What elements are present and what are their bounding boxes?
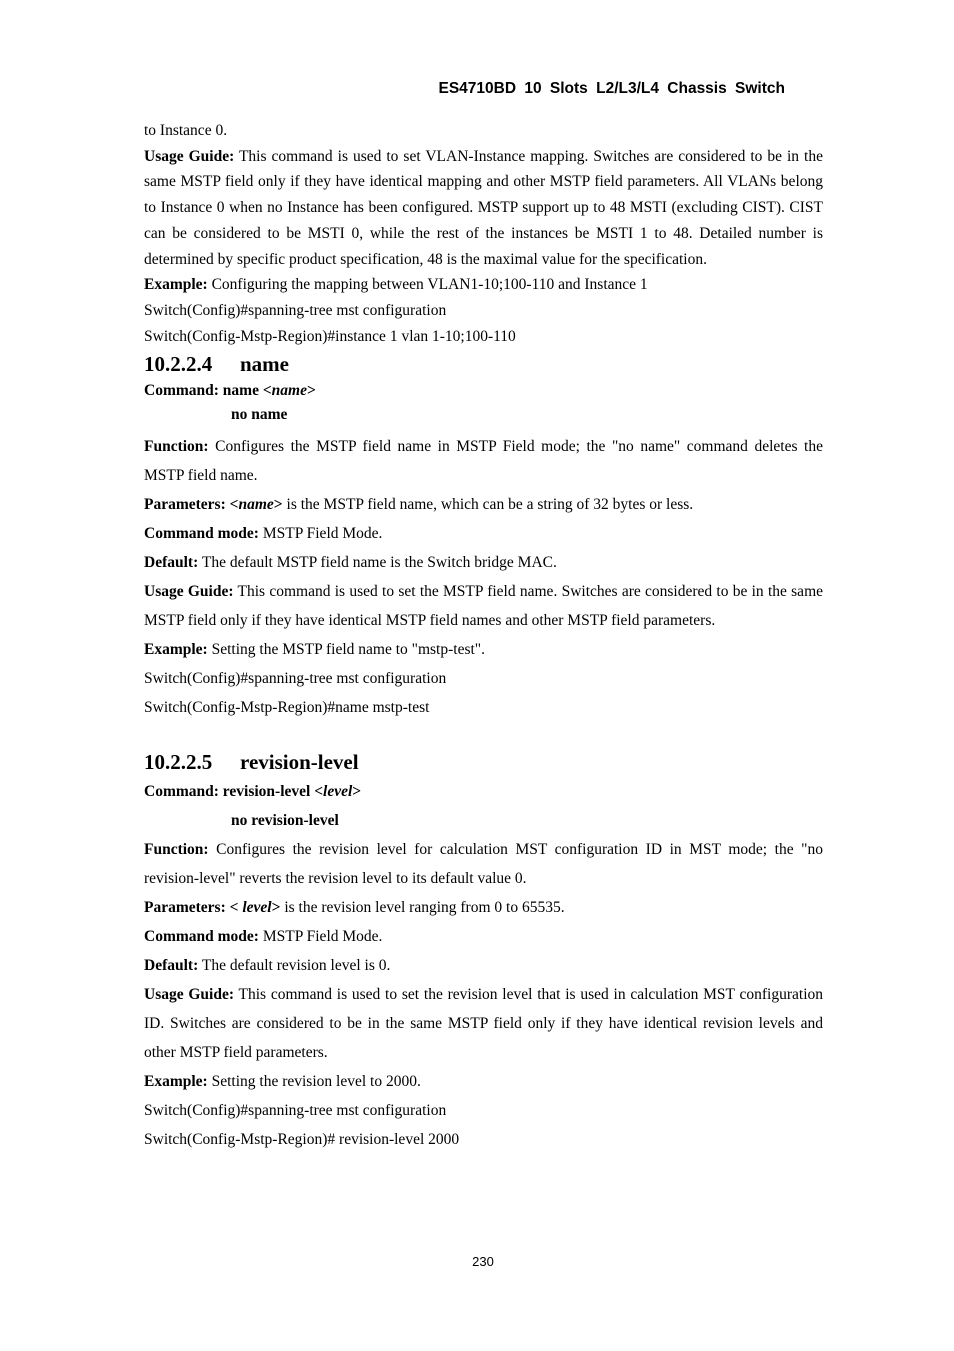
intro-block	[144, 118, 823, 349]
usage-guide: Usage Guide: This command is used to set the MSTP field name. Switches are considered to be in the same MSTP field only if they have identical MSTP field names and other MSTP field parameters.	[144, 583, 824, 630]
code-line: Switch(Config)#spanning-tree mst configuration	[144, 670, 447, 688]
command-mode: Command mode: MSTP Field Mode.	[144, 928, 383, 946]
section-heading-revision-level	[144, 747, 823, 777]
no-command: no revision-level	[231, 812, 339, 830]
continuation-text: to Instance 0.	[144, 122, 228, 139]
default: Default: The default MSTP field name is the Switch bridge MAC.	[144, 554, 557, 572]
usage-guide: Usage Guide: This command is used to set VLAN-Instance mapping. Switches are considered to be in the same MSTP field only if they have identical mapping and other MSTP field parameters. All VLANs belong to Instance 0 when no Instance has been configured. MSTP support up to 48 MSTI (excluding CIST). CIST can be considered to be MSTI 0, while the rest of the instances be MSTI 1 to 48. Detailed number is determined by specific product specification, 48 is the maximal value for the specification.	[144, 147, 823, 268]
command-syntax: Command: revision-level <level>	[144, 783, 362, 801]
code-line: Switch(Config-Mstp-Region)#instance 1 vlan 1-10;100-110	[144, 327, 516, 345]
command-mode: Command mode: MSTP Field Mode.	[144, 525, 383, 543]
no-command: no name	[231, 406, 288, 424]
function: Function: Configures the revision level for calculation MST configuration ID in MST mode; the "no revision-level" reverts the revision level to its default value 0.	[144, 841, 823, 888]
example: Example: Setting the MSTP field name to "mstp-test".	[144, 641, 486, 659]
code-line: Switch(Config-Mstp-Region)# revision-level 2000	[144, 1131, 460, 1149]
section-number: 10.2.2.5	[144, 750, 213, 775]
parameters: Parameters: <name> is the MSTP field name, which can be a string of 32 bytes or less.	[144, 496, 694, 514]
section-title: name	[240, 352, 289, 377]
document-body	[144, 118, 823, 1154]
section-number: 10.2.2.4	[144, 352, 213, 377]
code-line: Switch(Config)#spanning-tree mst configuration	[144, 301, 447, 319]
function: Function: Configures the MSTP field name in MSTP Field mode; the "no name" command deletes the MSTP field name.	[144, 438, 823, 485]
page-number: 230	[472, 1254, 494, 1269]
revision-level-section	[144, 777, 823, 1154]
command-syntax: Command: name <name>	[144, 382, 316, 400]
example: Example: Configuring the mapping between VLAN1-10;100-110 and Instance 1	[144, 276, 648, 294]
default: Default: The default revision level is 0.	[144, 957, 391, 975]
name-section	[144, 379, 823, 722]
usage-guide: Usage Guide: This command is used to set the revision level that is used in calculation MST configuration ID. Switches are considered to be in the same MSTP field only if they have identical revision levels and other MSTP field parameters.	[144, 986, 823, 1062]
example: Example: Setting the revision level to 2000.	[144, 1073, 421, 1091]
code-line: Switch(Config)#spanning-tree mst configuration	[144, 1102, 447, 1120]
section-heading-name	[144, 349, 823, 379]
section-title: revision-level	[240, 750, 359, 775]
running-header: ES4710BD 10 Slots L2/L3/L4 Chassis Switch	[438, 80, 785, 97]
code-line: Switch(Config-Mstp-Region)#name mstp-test	[144, 699, 430, 717]
parameters: Parameters: < level> is the revision level ranging from 0 to 65535.	[144, 899, 565, 917]
